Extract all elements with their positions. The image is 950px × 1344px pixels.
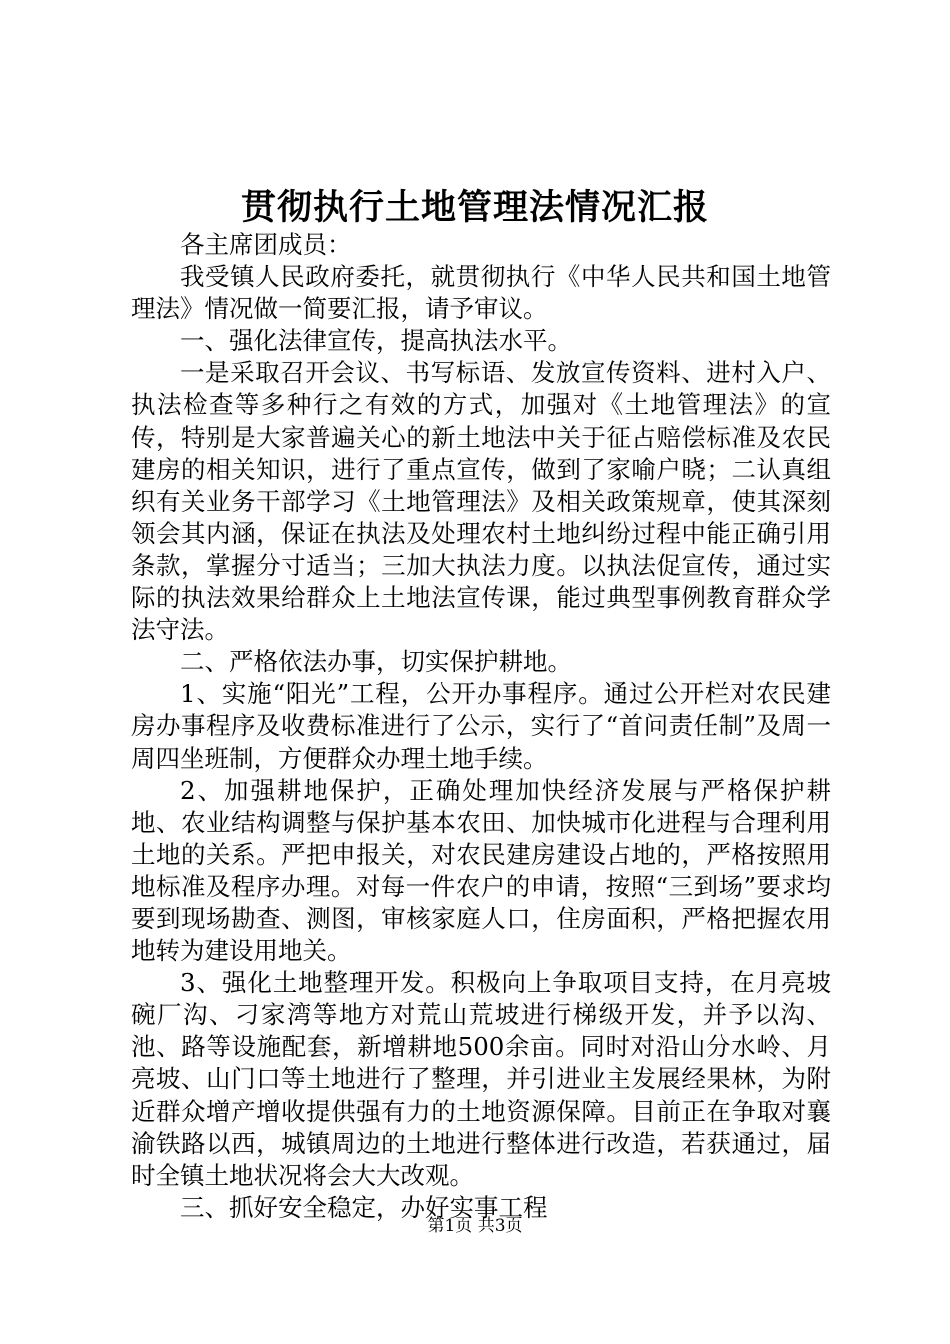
section-2-item-1: 1、实施“阳光”工程，公开办事程序。通过公开栏对农民建房办事程序及收费标准进行了公示，实行了“首问责任制”及周一周四坐班制，方便群众办理土地手续。 (131, 679, 831, 773)
document-title: 贯彻执行土地管理法情况汇报 (240, 187, 709, 228)
section-1-paragraph: 一是采取召开会议、书写标语、发放宣传资料、进村入户、执法检查等多种行之有效的方式，加强对《土地管理法》的宣传，特别是大家普遍关心的新土地法中关于征占赔偿标准及农民建房的相关知识，进行了重点宣传，做到了家喻户晓；二认真组织有关业务干部学习《土地管理法》及相关政策规章，使其深刻领会其内涵，保证在执法及处理农村土地纠纷过程中能正确引用条款，掌握分寸适当；三加大执法力度。以执法促宣传，通过实际的执法效果给群众上土地法宣传课，能过典型事例教育群众学法守法。 (131, 358, 831, 645)
section-2-item-3: 3、强化土地整理开发。积极向上争取项目支持，在月亮坡碗厂沟、刁家湾等地方对荒山荒坡进行梯级开发，并予以沟、池、路等设施配套，新增耕地500余亩。同时对沿山分水岭、月亮坡、山门口等土地进行了整理，并引进业主发展经果林，为附近群众增产增收提供强有力的土地资源保障。目前正在争取对襄渝铁路以西，城镇周边的土地进行整体进行改造，若获通过，届时全镇土地状况将会大大改观。 (131, 968, 831, 1190)
section-heading-1: 一、强化法律宣传，提高执法水平。 (180, 326, 572, 356)
document-body (131, 229, 831, 1224)
salutation-paragraph: 各主席团成员： (180, 230, 352, 259)
section-2-item-2: 2、加强耕地保护，正确处理加快经济发展与严格保护耕地、农业结构调整与保护基本农田、加快城市化进程与合理利用土地的关系。严把申报关，对农民建房建设占地的，严格按照用地标准及程序办理。对每一件农户的申请，按照“三到场”要求均要到现场勘查、测图，审核家庭人口，住房面积，严格把握农用地转为建设用地关。 (131, 775, 831, 966)
page-number-footer: 第1页 共3页 (427, 1216, 523, 1236)
section-heading-3: 三、抓好安全稳定，办好实事工程 (180, 1192, 548, 1222)
intro-paragraph: 我受镇人民政府委托，就贯彻执行《中华人民共和国土地管理法》情况做一简要汇报，请予审议。 (131, 262, 831, 324)
section-heading-2: 二、严格依法办事，切实保护耕地。 (180, 647, 572, 677)
